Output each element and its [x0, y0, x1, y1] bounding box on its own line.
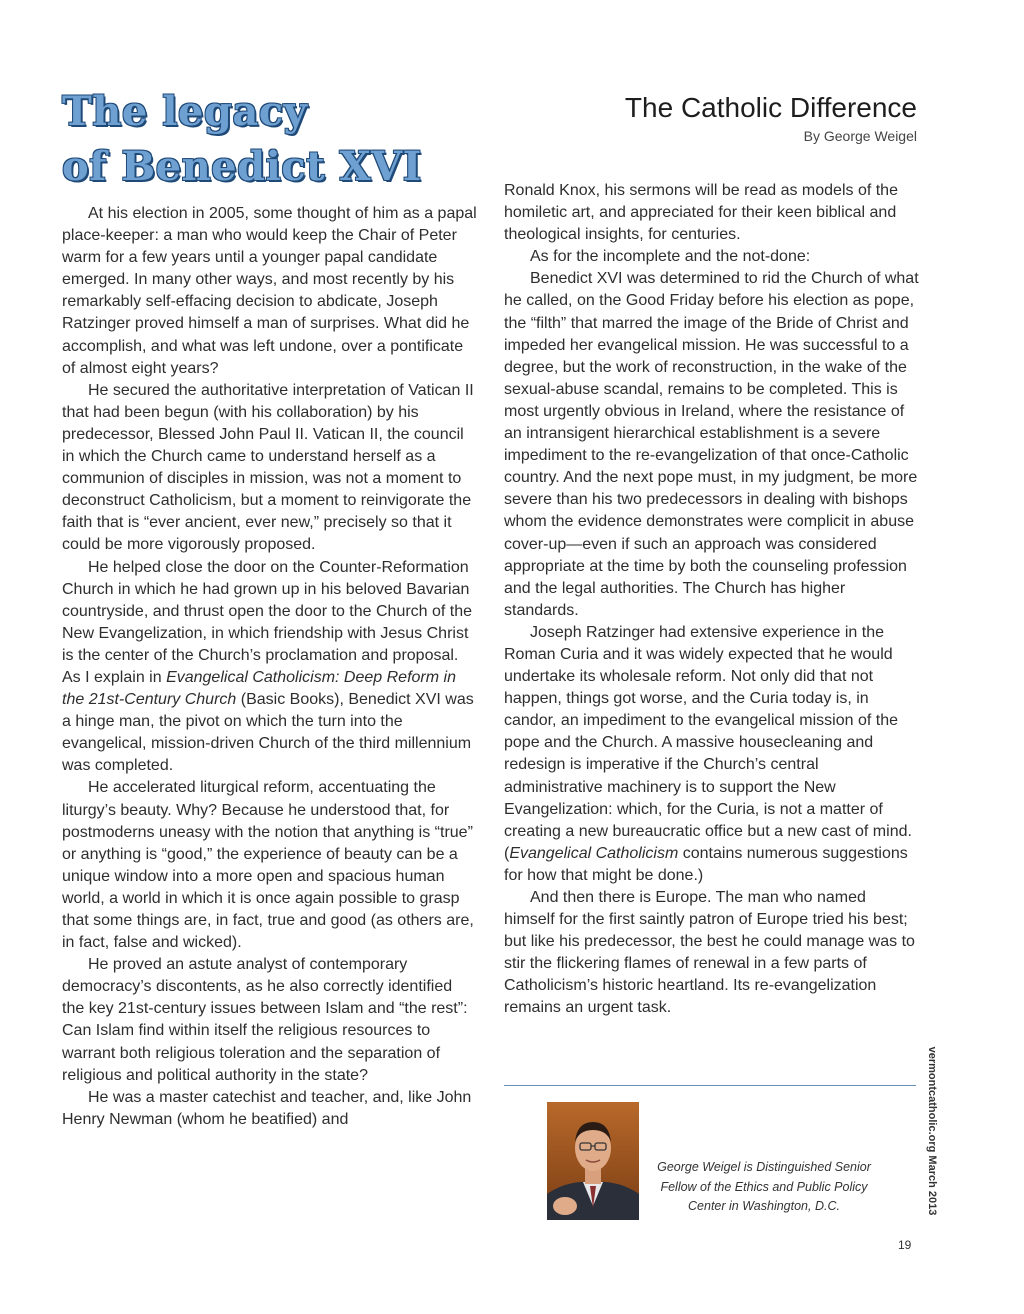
side-footer — [925, 1038, 939, 1224]
paragraph-7: Ronald Knox, his sermons will be read as models of the homiletic art, and appreciated for their keen biblical and theological insights, for centuries. — [504, 182, 898, 244]
paragraph-3-text-b: (Basic Books), Benedict XVI was a hinge man, the pivot on which the turn into the evangelical, mission-driven Church of the third millennium was completed. — [62, 691, 474, 775]
paragraph-10 — [504, 622, 920, 887]
left-column — [62, 203, 478, 1131]
paragraph-4: He accelerated liturgical reform, accentuating the liturgy’s beauty. Why? Because he understood that, for postmoderns uneasy with the notion that anything is “true” or anything is “good,” the experience of beauty can be a unique window into a more open and spacious human world, a world in which it is once again possible to grasp that some things are, in fact, true and good (as others are, in fact, false and wicked). — [62, 779, 474, 952]
book-title-2: Evangelical Catholicism — [509, 844, 679, 862]
author-photo — [547, 1102, 639, 1220]
byline: By George Weigel — [803, 128, 917, 144]
paragraph-2: He secured the authoritative interpretation of Vatican II that had been begun (with his collaboration) by his predecessor, Blessed John Paul II. Vatican II, the council in which the Church came to understand herself as a communion of disciples in mission, was not a moment to deconstruct Catholicism, but a moment to reinvigorate the faith that is “ever ancient, ever new,” precisely so that it could be more vigorously proposed. — [62, 381, 474, 554]
article-title-line-2: of Benedict XVI — [62, 143, 422, 190]
divider-rule — [504, 1085, 916, 1086]
paragraph-10-text-b: contains numerous suggestions for how that might be done.) — [504, 844, 908, 884]
paragraph-3-text-a: He helped close the door on the Counter-Reformation Church in which he had grown up in his beloved Bavarian countryside, and thrust open the door to the Church of the New Evangelization, in which friendship with Jesus Christ is the center of the Church’s proclamation and proposal. As I explain in — [62, 558, 473, 686]
portrait-illustration — [547, 1102, 639, 1220]
paragraph-9: Benedict XVI was determined to rid the Church of what he called, on the Good Friday before his election as pope, the “filth” that marred the image of the Bride of Christ and impeded her evangelical mission. He was successful to a degree, but the work of reconstruction, in the wake of the sexual-abuse scandal, remains to be completed. This is most urgently obvious in Ireland, where the resistance of an intransigent hierarchical establishment is a severe impediment to the re-evangelization of that once-Catholic country. And the next pope must, in my judgment, be more severe than his two predecessors in dealing with bishops whom the evidence demonstrates were complicit in abuse cover-up—even if such an approach was considered appropriate at the time by both the counseling profession and the legal authorities. The Church has higher standards. — [504, 270, 919, 619]
column-title: The Catholic Difference — [624, 92, 917, 123]
paragraph-3 — [62, 557, 478, 778]
paragraph-1: At his election in 2005, some thought of him as a papal place-keeper: a man who would keep the Chair of Peter warm for a few years until a younger papal candidate emerged. In many other ways, and most recently by his remarkably self-effacing decision to abdicate, Joseph Ratzinger proved himself a man of surprises. What did he accomplish, and what was left undone, over a pontificate of almost eight years? — [62, 205, 477, 377]
paragraph-5: He proved an astute analyst of contemporary democracy’s discontents, as he also correctly identified the key 21st-century issues between Islam and “the rest”: Can Islam find within itself the religious resources to warrant both religious toleration and the separation of religious and political authority in the state? — [62, 956, 468, 1084]
book-title: Evangelical Catholicism: Deep Reform in the 21st-Century Church — [62, 668, 456, 709]
side-footer-text: vermontcatholic.org March 2013 — [926, 1046, 938, 1216]
page-number: 19 — [898, 1238, 912, 1252]
paragraph-11: And then there is Europe. The man who named himself for the first saintly patron of Europe tried his best; but like his predecessor, the best he could manage was to stir the flickering flames of renewal in a few parts of Catholicism’s historic heartland. Its re-evangelization remains an urgent task. — [504, 889, 915, 1017]
article-title — [62, 84, 482, 194]
article-title-line-1: The legacy — [62, 88, 308, 135]
paragraph-6: He was a master catechist and teacher, and, like John Henry Newman (whom he beatified) and — [62, 1088, 472, 1128]
paragraph-10-text-a: Joseph Ratzinger had extensive experience in the Roman Curia and it was widely expected that he would undertake its wholesale reform. Not only did that not happen, things got worse, and the Curia today is, in candor, an impediment to the evangelical mission of the pope and the Church. A massive housecleaning and redesign is imperative if the Church’s central administrative machinery is to support the New Evangelization: which, for the Curia, is not a matter of creating a new bureaucratic office but a new cast of mind. ( — [504, 623, 912, 862]
author-bio: George Weigel is Distinguished Senior Fellow of the Ethics and Public Policy Center in Washington, D.C. — [657, 1160, 871, 1213]
right-column — [504, 180, 920, 1020]
paragraph-8: As for the incomplete and the not-done: — [530, 248, 811, 266]
